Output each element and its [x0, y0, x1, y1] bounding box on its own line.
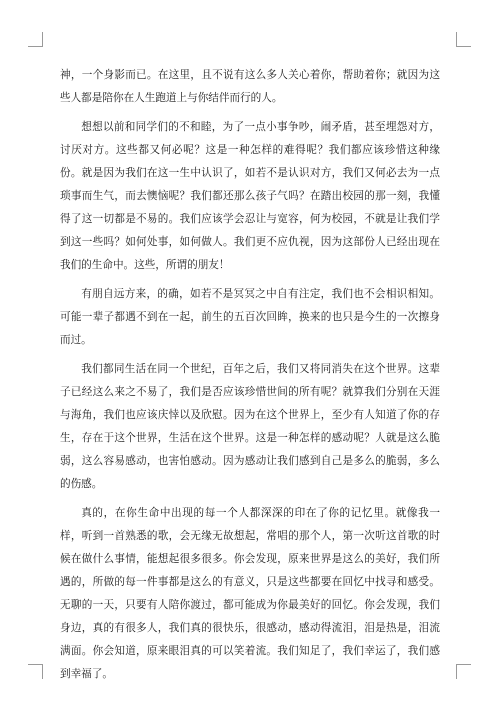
- crop-mark-bottom-right: [456, 664, 471, 679]
- document-body: [60, 64, 440, 692]
- paragraph-3: 有朋自远方来，的确，如若不是冥冥之中自有注定，我们也不会相识相知。可能一辈子都遇不到在一起，前生的五百次回眸，换来的也只是今生的一次擦身而过。: [60, 288, 440, 346]
- paragraph-1: 神，一个身影而已。在这里，且不说有这么多人关心着你，帮助着你；就因为这些人都是陪你在人生跑道上与你结伴而行的人。: [60, 69, 440, 104]
- paragraph-4: 我们都同生活在同一个世纪，百年之后，我们又将同消失在这个世界。这辈子已经这么来之不易了，我们是否应该珍惜世间的所有呢？就算我们分别在天涯与海角，我们也应该庆悻以及欣慰。因为在这个世界上，至少有人知道了你的存生，存在于这个世界，生活在这个世界。这是一种怎样的感动呢？人就是这么脆弱，这么容易感动，也害怕感动。因为感动让我们感到自己是多么的脆弱，多么的伤感。: [60, 363, 440, 490]
- paragraph-5: 真的，在你生命中出现的每一个人都深深的印在了你的记忆里。就像我一样，听到一首熟悉的歌，会无缘无故想起，常唱的那个人，第一次听这首歌的时候在做什么事情，能想起很多很多。你会发现，原来世界是这么的美好，我们所遇的，所做的每一件事都是这么的有意义，只是这些都要在回忆中找寻和感受。无聊的一天，只要有人陪你渡过，都可能成为你最美好的回忆。你会发现，我们身边，真的有很多人，我们真的很快乐，很感动，感动得流泪，泪是热是，泪流满面。你会知道，原来眼泪真的可以笑着流。我们知足了，我们幸运了，我们感到幸福了。: [60, 507, 440, 680]
- crop-mark-bottom-left: [28, 664, 43, 679]
- paragraph-2: 想想以前和同学们的不和睦，为了一点小事争吵，闹矛盾，甚至埋怨对方，讨厌对方。这些都又何必呢？这是一种怎样的难得呢？我们都应该珍惜这种缘份。就是因为我们在这一生中认识了，如若不是认识对方，我们又何必去为一点琐事而生气，而去懊恼呢？我们都还那么孩子气吗？在踏出校园的那一刻，我懂得了这一切都是不易的。我们应该学会忍让与宽容，何为校园，不就是让我们学到这一些吗？如何处事，如何做人。我们更不应仇视，因为这部份人已经出现在我们的生命中。这些，所谓的朋友！: [60, 121, 440, 271]
- crop-mark-top-left: [28, 32, 43, 47]
- crop-mark-top-right: [456, 32, 471, 47]
